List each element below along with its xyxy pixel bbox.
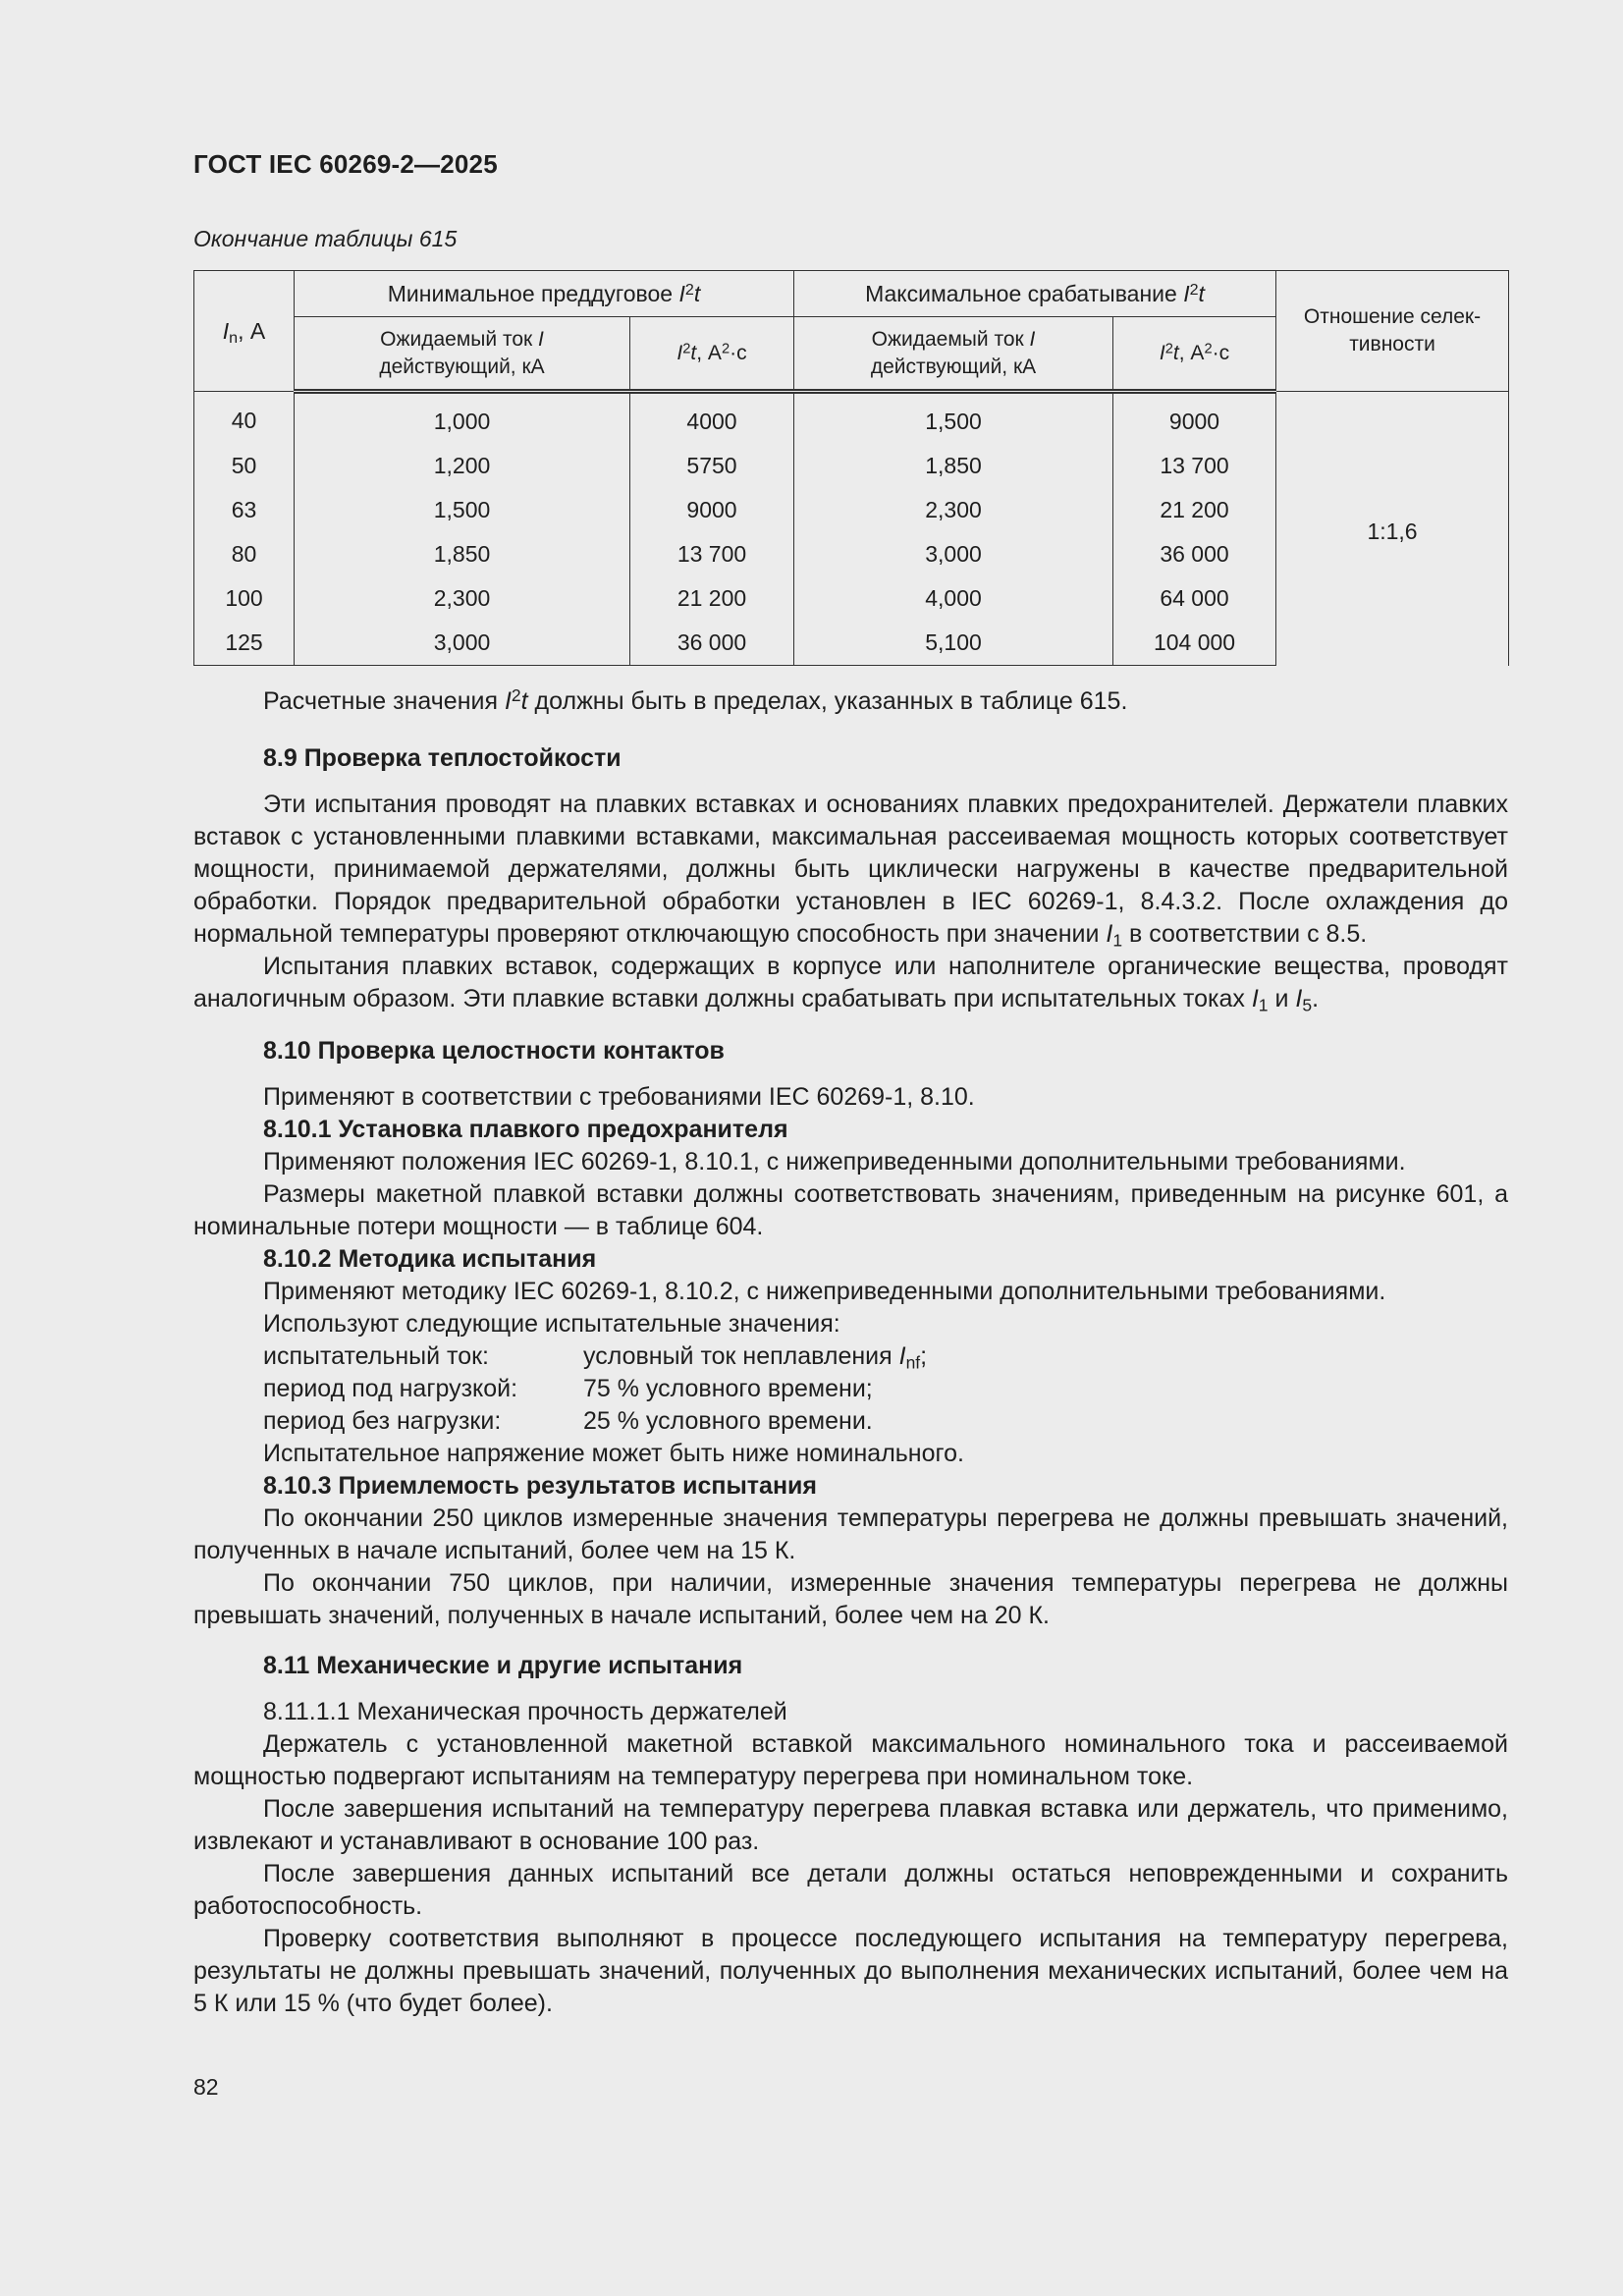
section-8-9 (193, 742, 1508, 1015)
col-header-max-current: Ожидаемый ток I действующий, кА (794, 317, 1113, 392)
col-header-max-i2t: $I^2t$, $А^2\cdot с$ (1113, 317, 1276, 392)
section-8-10: 8.10 Проверка целостности контактов Применяют в соответствии с требованиями IEC 60269-1, 8.10. 8.10.1 Установка плавкого предохранителя Применяют положения IEC 60269-1, 8.10.1, с нижеприведенными дополнительными требованиями. Размеры макетной плавкой вставки должны соответствовать значениям, приведенным на рисунке 601, а номинальные потери мощности — в таблице 604. 8.10.2 Методика испытания Применяют методику IEC 60269-1, 8.10.2, с нижеприведенными дополнительными требованиями. Используют следующие испытательные значения: испытательный ток: условный ток неплавления $I_{nf}$; период под нагрузкой: 75 % условного времени; период без нагрузки: 25 % условного времени. Испытательное напряжение может быть ниже номинального. 8.10.3 Приемлемость результатов испытания По окончании 250 циклов измеренные значения температуры перегрева не должны превышать значений, полученных в начале испытаний, более чем на 15 К. По окончании 750 циклов, при наличии, измеренные значения температуры перегрева не должны превышать значений, полученных в начале испытаний, более чем на 20 К. (193, 1037, 1508, 1629)
col-group-min-prearcing: Минимальное преддуговое $I^2t$ (295, 271, 794, 317)
section-title: 8.11 Механические и другие испытания (263, 1652, 743, 1679)
fuse-table (193, 270, 1509, 666)
table-row: 63 1,500 9000 2,300 21 200 (194, 488, 1509, 532)
col-header-selectivity: Отношение селек-тивности (1276, 271, 1509, 392)
page-number: 82 (193, 2074, 219, 2100)
calc-note: Расчетные значения $I^2t$ должны быть в пределах, указанных в таблице 615. (263, 685, 1128, 715)
paragraph: Эти испытания проводят на плавких вставках и основаниях плавких предохранителей. Держатели плавких вставок с установленными плавкими вставками, максимальная рассеиваемая мощность которых соответствует мощности, принимаемой держателями, должны быть циклически нагружены в качестве предварительной обработки. Порядок предварительной обработки установлен в IEC 60269-1, 8.4.3.2. После охлаждения до нормальной температуры проверяют отключающую способность при значении $I_1$ в соответствии с 8.5. (193, 791, 1508, 951)
selectivity-ratio: 1:1,6 (1276, 392, 1509, 666)
subsection-title: 8.10.2 Методика испытания (263, 1245, 597, 1273)
section-title: 8.9 Проверка теплостойкости (263, 744, 622, 772)
subsection-title: 8.10.3 Приемлемость результатов испытания (263, 1472, 818, 1500)
paragraph: Испытания плавких вставок, содержащих в корпусе или наполнителе органические вещества, проводят аналогичным образом. Эти плавкие вставки должны срабатывать при испытательных токах $I_1$ и $I_5$. (193, 953, 1508, 1015)
document-header: ГОСТ IEC 60269-2—2025 (193, 149, 498, 179)
table-row: 50 1,200 5750 1,850 13 700 (194, 444, 1509, 488)
section-title: 8.10 Проверка целостности контактов (263, 1037, 725, 1065)
test-value-row: период под нагрузкой: 75 % условного времени; (263, 1375, 873, 1402)
table-caption: Окончание таблицы 615 (193, 226, 458, 251)
col-header-in: $I_n$, А (194, 271, 295, 392)
section-8-11: 8.11 Механические и другие испытания 8.11.1.1 Механическая прочность держателей Держатель с установленной макетной вставкой максимального номинального тока и рассеиваемой мощностью подвергают испытаниям на температуру перегрева при номинальном токе. После завершения испытаний на температуру перегрева плавкая вставка или держатель, что применимо, извлекают и устанавливают в основание 100 раз. После завершения данных испытаний все детали должны остаться неповрежденными и сохранить работоспособность. Проверку соответствия выполняют в процессе последующего испытания на температуру перегрева, результаты не должны превышать значений, полученных до выполнения механических испытаний, более чем на 5 К или 15 % (что будет более). (193, 1652, 1508, 2017)
subsection-title: 8.10.1 Установка плавкого предохранителя (263, 1116, 788, 1143)
table-row: 40 1,000 4000 1,500 9000 1:1,6 (194, 392, 1509, 445)
col-header-min-i2t: $I^2t$, $А^2\cdot с$ (630, 317, 794, 392)
table-row: 125 3,000 36 000 5,100 104 000 (194, 621, 1509, 666)
table-row: 100 2,300 21 200 4,000 64 000 (194, 576, 1509, 621)
col-header-min-current: Ожидаемый ток I действующий, кА (295, 317, 630, 392)
test-value-row: испытательный ток: условный ток неплавления $I_{nf}$; (263, 1342, 928, 1373)
table-row: 80 1,850 13 700 3,000 36 000 (194, 532, 1509, 576)
test-value-row: период без нагрузки: 25 % условного времени. (263, 1407, 873, 1435)
col-group-max-operating: Максимальное срабатывание $I^2t$ (794, 271, 1276, 317)
